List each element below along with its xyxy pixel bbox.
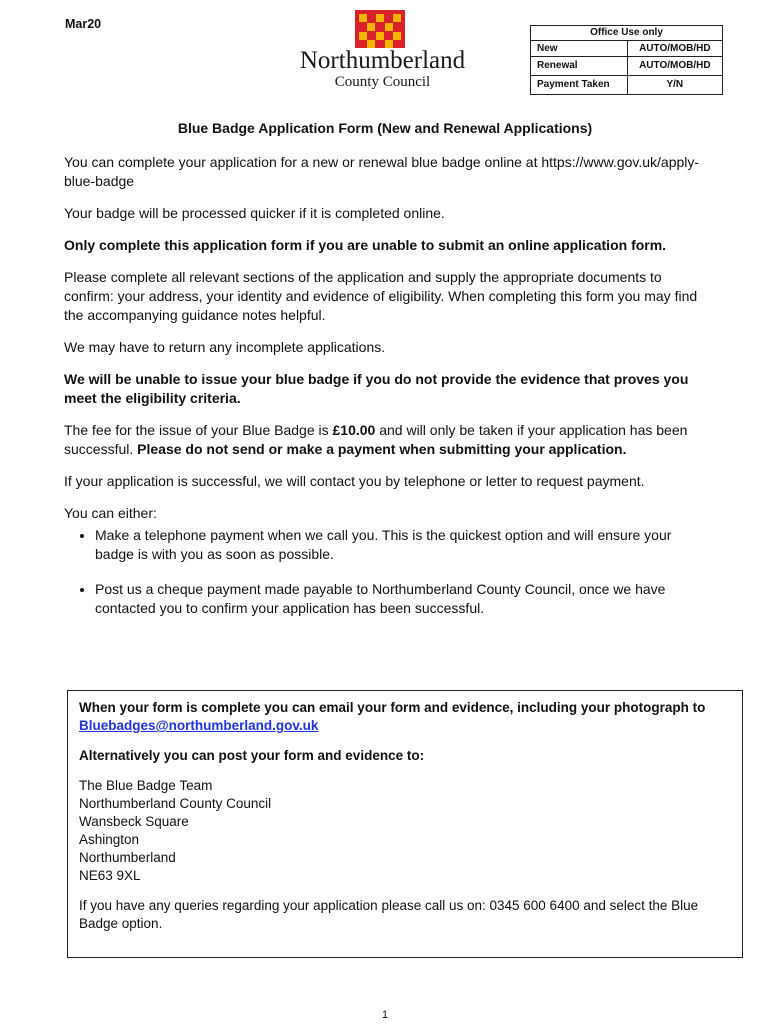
- council-logo: [275, 8, 490, 88]
- fee-paragraph: [64, 421, 714, 459]
- logo-name: Northumberland: [299, 47, 466, 74]
- intro-paragraph: You can complete your application for a new or renewal blue badge online at https://www.gov.uk/apply-blue-badge: [64, 154, 700, 189]
- office-row-value: Y/N: [627, 76, 722, 95]
- fee-text: The fee for the issue of your Blue Badge is: [64, 422, 333, 438]
- evidence-warning: We will be unable to issue your blue badge if you do not provide the evidence that proves you meet the eligibility criteria.: [64, 371, 689, 406]
- postal-address: [79, 777, 731, 885]
- address-line: Northumberland: [79, 850, 176, 865]
- office-use-table: [530, 25, 723, 95]
- office-row-label: New: [531, 41, 628, 57]
- office-row-value: AUTO/MOB/HD: [627, 57, 722, 76]
- payment-contact-paragraph: If your application is successful, we will contact you by telephone or letter to request payment.: [64, 473, 645, 489]
- address-line: NE63 9XL: [79, 868, 141, 883]
- payment-warning: Please do not send or make a payment when submitting your application.: [137, 441, 627, 457]
- fee-amount: £10.00: [332, 422, 376, 438]
- paper-form-notice: Only complete this application form if you are unable to submit an online application form.: [64, 237, 667, 253]
- list-item: • Post us a cheque payment made payable to Northumberland County Council, once we have contacted you to confirm your application has been successful.: [95, 580, 714, 618]
- list-item: • Make a telephone payment when we call you. This is the quickest option and will ensure your badge is with you as soon as possible.: [95, 526, 714, 564]
- form-body: [64, 153, 714, 634]
- address-line: Northumberland County Council: [79, 796, 272, 811]
- incomplete-notice: We may have to return any incomplete applications.: [64, 339, 386, 355]
- payment-options: [64, 504, 714, 618]
- speed-paragraph: Your badge will be processed quicker if it is completed online.: [64, 205, 445, 221]
- fee-condition: and will only be taken if your application has been successful.: [64, 422, 688, 457]
- contact-box: [67, 690, 743, 958]
- address-line: Wansbeck Square: [79, 814, 189, 829]
- queries-paragraph: If you have any queries regarding your application please call us on: 0345 600 6400 and select the Blue Badge option.: [79, 898, 699, 931]
- logo-subname: County Council: [334, 74, 431, 90]
- date-label: Mar20: [65, 17, 102, 31]
- address-line: Ashington: [79, 832, 140, 847]
- email-instructions: [79, 699, 731, 735]
- council-crest-icon: [355, 10, 405, 48]
- office-row-value: AUTO/MOB/HD: [627, 41, 722, 57]
- office-use-title: Office Use only: [531, 26, 723, 41]
- email-intro: When your form is complete you can email your form and evidence, including your photograph to: [79, 700, 706, 715]
- office-row-label: Renewal: [531, 57, 628, 76]
- options-label: You can either:: [64, 505, 157, 521]
- payment-options-list: [64, 526, 714, 618]
- form-title: Blue Badge Application Form (New and Renewal Applications): [177, 120, 593, 136]
- address-line: The Blue Badge Team: [79, 778, 213, 793]
- office-row-label: Payment Taken: [531, 76, 628, 95]
- post-instructions: Alternatively you can post your form and evidence to:: [79, 748, 425, 763]
- email-link[interactable]: Bluebadges@northumberland.gov.uk: [79, 718, 319, 733]
- page-number: 1: [381, 1009, 389, 1021]
- instructions-paragraph: Please complete all relevant sections of the application and supply the appropriate documents to confirm: your address, your identity and evidence of eligibility. When completing this form you may find the accompanying guidance notes helpful.: [64, 269, 698, 323]
